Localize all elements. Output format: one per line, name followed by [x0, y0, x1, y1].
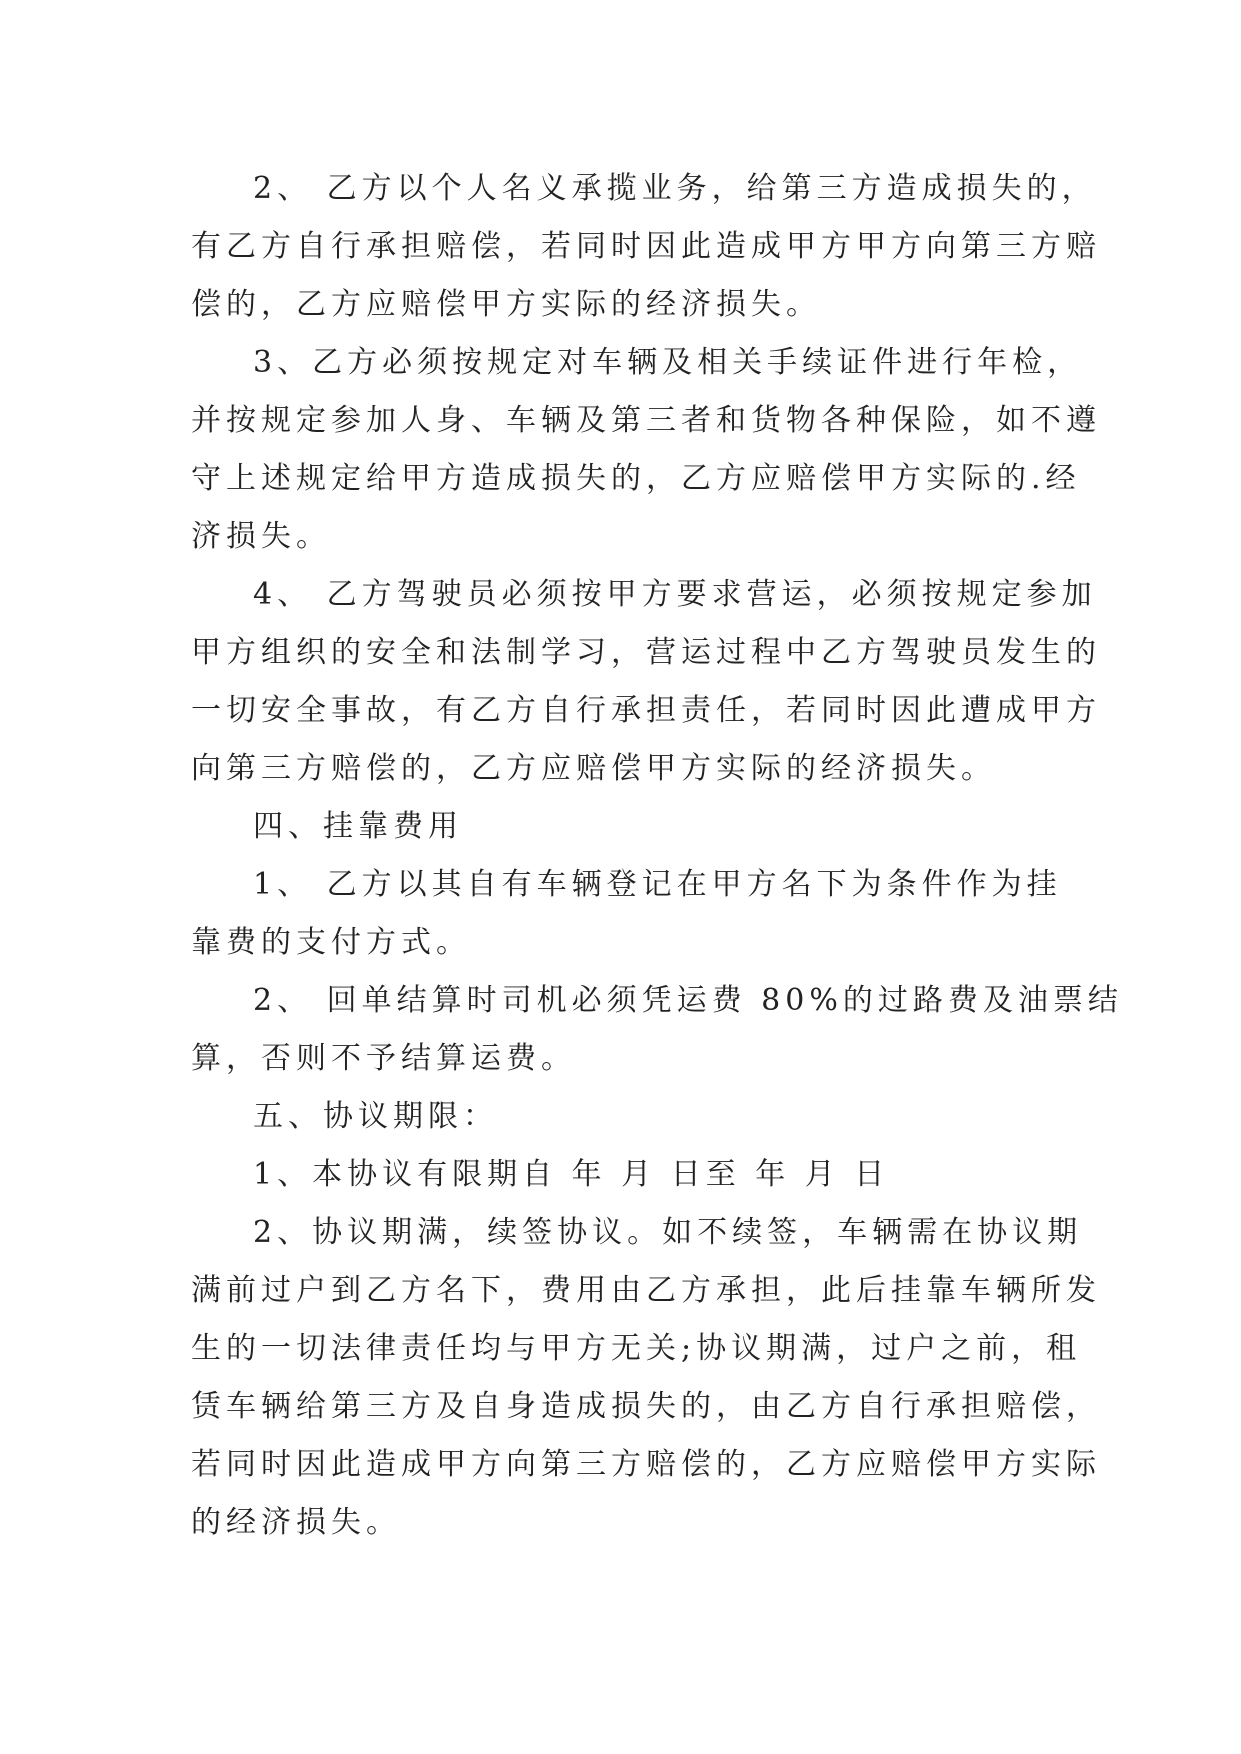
paragraph-term-1: [191, 1146, 1051, 1204]
text-line: 一切安全事故，有乙方自行承担责任，若同时因此遭成甲方: [191, 693, 1101, 728]
text-line: 的经济损失。: [191, 1505, 401, 1540]
text-line: 济损失。: [191, 519, 331, 554]
text-line: 靠费的支付方式。: [191, 925, 471, 960]
section-heading: 五、协议期限：: [253, 1099, 498, 1134]
text-line: 2、 乙方以个人名义承揽业务，给第三方造成损失的，: [253, 171, 1097, 206]
section-heading: 四、挂靠费用: [253, 809, 463, 844]
text-line: 满前过户到乙方名下，费用由乙方承担，此后挂靠车辆所发: [191, 1273, 1101, 1308]
text-line: 2、 回单结算时司机必须凭运费 80%的过路费及油票结: [253, 983, 1123, 1018]
text-line: 甲方组织的安全和法制学习，营运过程中乙方驾驶员发生的: [191, 635, 1101, 670]
section-heading-fees: [191, 798, 1051, 856]
document-body: [191, 160, 1123, 1552]
paragraph-fee-2: [191, 972, 1123, 1088]
text-line: 1、本协议有限期自 年 月 日至 年 月 日: [253, 1157, 890, 1192]
text-line: 生的一切法律责任均与甲方无关;协议期满，过户之前，租: [191, 1331, 1082, 1366]
section-heading-term: [191, 1088, 1051, 1146]
text-line: 赁车辆给第三方及自身造成损失的，由乙方自行承担赔偿，: [191, 1389, 1101, 1424]
text-line: 4、 乙方驾驶员必须按甲方要求营运，必须按规定参加: [253, 577, 1097, 612]
paragraph-term-2: [191, 1204, 1101, 1552]
text-line: 向第三方赔偿的，乙方应赔偿甲方实际的经济损失。: [191, 751, 996, 786]
text-line: 3、乙方必须按规定对车辆及相关手续证件进行年检，: [253, 345, 1083, 380]
text-line: 有乙方自行承担赔偿，若同时因此造成甲方甲方向第三方赔: [191, 229, 1101, 264]
text-line: 偿的，乙方应赔偿甲方实际的经济损失。: [191, 287, 821, 322]
paragraph-clause-3: [191, 334, 1101, 566]
text-line: 若同时因此造成甲方向第三方赔偿的，乙方应赔偿甲方实际: [191, 1447, 1101, 1482]
paragraph-fee-1: [191, 856, 1062, 972]
text-line: 守上述规定给甲方造成损失的，乙方应赔偿甲方实际的.经: [191, 461, 1081, 496]
text-line: 1、 乙方以其自有车辆登记在甲方名下为条件作为挂: [253, 867, 1062, 902]
paragraph-clause-4: [191, 566, 1101, 798]
paragraph-clause-2: [191, 160, 1101, 334]
text-line: 并按规定参加人身、车辆及第三者和货物各种保险，如不遵: [191, 403, 1101, 438]
text-line: 算，否则不予结算运费。: [191, 1041, 576, 1076]
text-line: 2、协议期满，续签协议。如不续签，车辆需在协议期: [253, 1215, 1083, 1250]
